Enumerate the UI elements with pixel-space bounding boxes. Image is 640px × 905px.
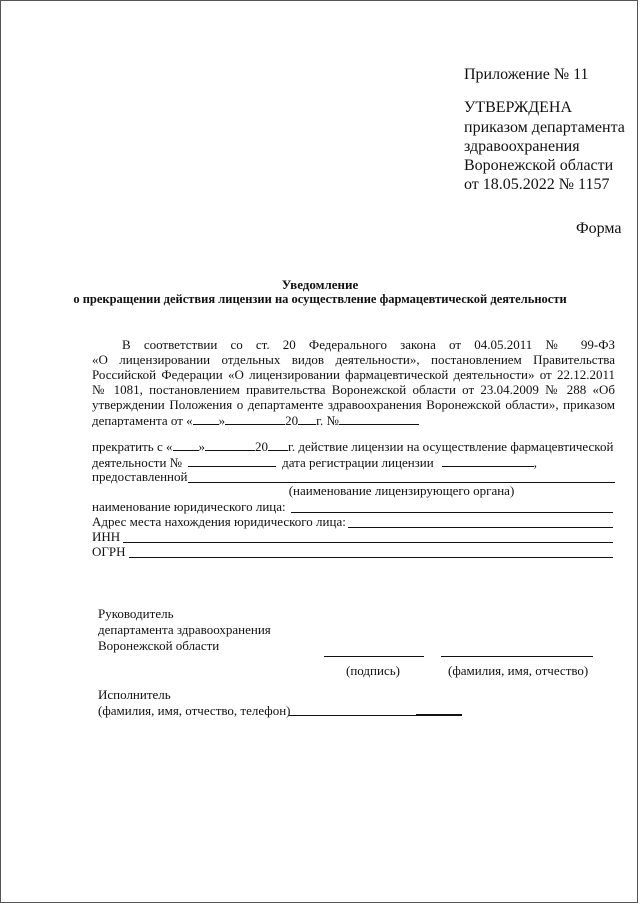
termination-month-blank[interactable] (205, 438, 255, 451)
executor-details-label: (фамилия, имя, отчество, телефон) (98, 703, 291, 718)
termination-line-1 (92, 438, 613, 454)
document-title: Уведомление (281, 277, 359, 292)
signatory-role-2: департамента здравоохранения (98, 622, 271, 637)
approved-stamp: УТВЕРЖДЕНА (464, 99, 573, 116)
inn-field[interactable] (123, 542, 613, 543)
comma: , (533, 455, 537, 470)
approved-line-3: Воронежской области (464, 157, 614, 174)
signature-field[interactable] (324, 656, 424, 657)
license-number-label: деятельности № (92, 455, 183, 470)
order-number-blank[interactable] (339, 412, 419, 425)
paragraph-line-4: № 1081, постановлением правительства Воронежской области от 23.04.2009 № 288 «Об (92, 382, 615, 397)
inn-label: ИНН (92, 529, 121, 544)
order-number-label: г. № (316, 413, 339, 427)
order-year-blank[interactable] (298, 412, 316, 425)
termination-day-blank[interactable] (173, 438, 199, 451)
order-quote: » (218, 413, 226, 427)
termination-prefix: прекратить с « (92, 439, 173, 454)
legal-name-field[interactable] (291, 512, 613, 513)
issued-by-label: предоставленной (92, 469, 188, 484)
termination-year-prefix: 20 (255, 439, 268, 454)
signatory-role-1: Руководитель (98, 606, 174, 621)
legal-address-field[interactable] (348, 527, 613, 528)
paragraph-line-2: «О лицензировании отдельных видов деятельности», постановлением Правительства (92, 352, 615, 367)
paragraph-line-1: В соответствии со ст. 20 Федерального закона от 04.05.2011 № 99-ФЗ (122, 337, 615, 352)
executor-label: Исполнитель (98, 687, 171, 702)
paragraph-line-5: утверждении Положения о департаменте здравоохранения Воронежской области», приказом (92, 397, 615, 412)
approved-line-1: приказом департамента (464, 119, 625, 136)
appendix-number: Приложение № 11 (464, 66, 589, 83)
issuing-authority-caption: (наименование лицензирующего органа) (288, 483, 515, 498)
full-name-field[interactable] (441, 656, 593, 657)
order-year-prefix: 20 (285, 413, 299, 427)
paragraph-line-3: Российской Федерации «О лицензировании фармацевтической деятельности» от 22.12.2011 (92, 367, 615, 382)
order-day-blank[interactable] (193, 412, 219, 425)
executor-field-mark (416, 714, 462, 716)
license-date-label: дата регистрации лицензии (282, 455, 434, 470)
ogrn-label: ОГРН (92, 544, 126, 559)
order-date-prefix: департамента от « (92, 413, 193, 427)
approved-line-2: здравоохранения (464, 138, 580, 155)
paragraph-line-6 (92, 412, 615, 427)
form-label: Форма (576, 220, 622, 237)
legal-address-label: Адрес места нахождения юридического лица: (92, 514, 346, 529)
termination-text: г. действие лицензии на осуществление фармацевтической (288, 439, 614, 454)
document-subtitle: о прекращении действия лицензии на осуществление фармацевтической деятельности (73, 292, 567, 306)
license-date-blank[interactable] (442, 454, 534, 467)
legal-name-label: наименование юридического лица: (92, 499, 286, 514)
full-name-caption: (фамилия, имя, отчество) (448, 663, 589, 678)
approved-line-4: от 18.05.2022 № 1157 (464, 176, 610, 193)
ogrn-field[interactable] (129, 557, 613, 558)
license-number-blank[interactable] (188, 454, 276, 467)
signature-caption: (подпись) (346, 663, 400, 678)
termination-year-blank[interactable] (268, 438, 288, 451)
paragraph-legal-basis (92, 337, 615, 427)
termination-quote: » (198, 439, 205, 454)
termination-line-2 (92, 454, 537, 470)
signatory-role-3: Воронежской области (98, 638, 220, 653)
order-month-blank[interactable] (225, 412, 285, 425)
